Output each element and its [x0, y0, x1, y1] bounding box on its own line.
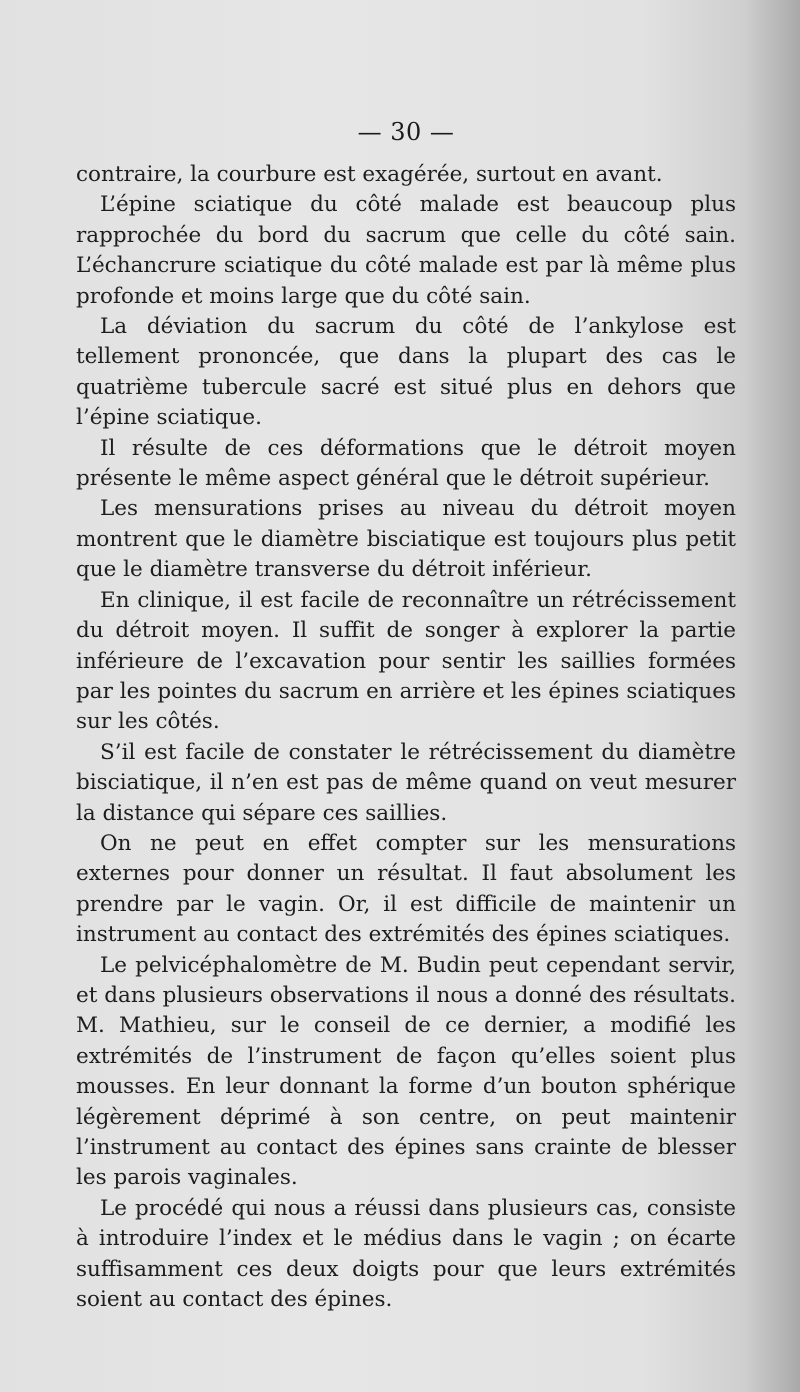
paragraph: contraire, la courbure est exagérée, surtout en avant.: [76, 162, 663, 187]
paragraph: On ne peut en effet compter sur les mensurations externes pour donner un résultat. Il faut absolument les prendre par le vagin. Or, il est difficile de maintenir un instrument au contact des extrémités des épines sciatiques.: [76, 830, 736, 948]
paragraph: La déviation du sacrum du côté de l’ankylose est tellement prononcée, que dans la plupart des cas le quatrième tubercule sacré est situé plus en dehors que l’épine sciatique.: [76, 314, 736, 431]
paragraph: En clinique, il est facile de reconnaître un rétrécissement du détroit moyen. Il suffit de songer à explorer la partie inférieure de l’excavation pour sentir les saillies formées par les pointes du sacrum en arrière et les épines sciatiques sur les côtés.: [76, 587, 736, 735]
page-number: — 30 —: [357, 118, 455, 146]
body-text: [76, 160, 736, 1315]
paragraph: Le pelvicéphalomètre de M. Budin peut cependant servir, et dans plusieurs observations il nous a donné des résultats. M. Mathieu, sur le conseil de ce dernier, a modifié les extrémités de l’instrument de façon qu’elles soient plus mousses. En leur donnant la forme d’un bouton sphérique légèrement déprimé à son centre, on peut maintenir l’instrument au contact des épines sans crainte de blesser les parois vaginales.: [76, 952, 736, 1191]
paragraph: Les mensurations prises au niveau du détroit moyen montrent que le diamètre bisciatique est toujours plus petit que le diamètre transverse du détroit inférieur.: [76, 496, 736, 583]
paragraph: L’épine sciatique du côté malade est beaucoup plus rapprochée du bord du sacrum que celle du côté sain. L’échancrure sciatique du côté malade est par là même plus profonde et moins large que du côté sain.: [76, 192, 736, 309]
paragraph: Il résulte de ces déformations que le détroit moyen présente le même aspect général que le détroit supérieur.: [76, 435, 736, 492]
paragraph: S’il est facile de constater le rétrécissement du diamètre bisciatique, il n’en est pas de même quand on veut mesurer la distance qui sépare ces saillies.: [76, 739, 736, 826]
paragraph: Le procédé qui nous a réussi dans plusieurs cas, consiste à introduire l’index et le médius dans le vagin ; on écarte suffisamment ces deux doigts pour que leurs extrémités soient au contact des épines.: [76, 1195, 736, 1313]
